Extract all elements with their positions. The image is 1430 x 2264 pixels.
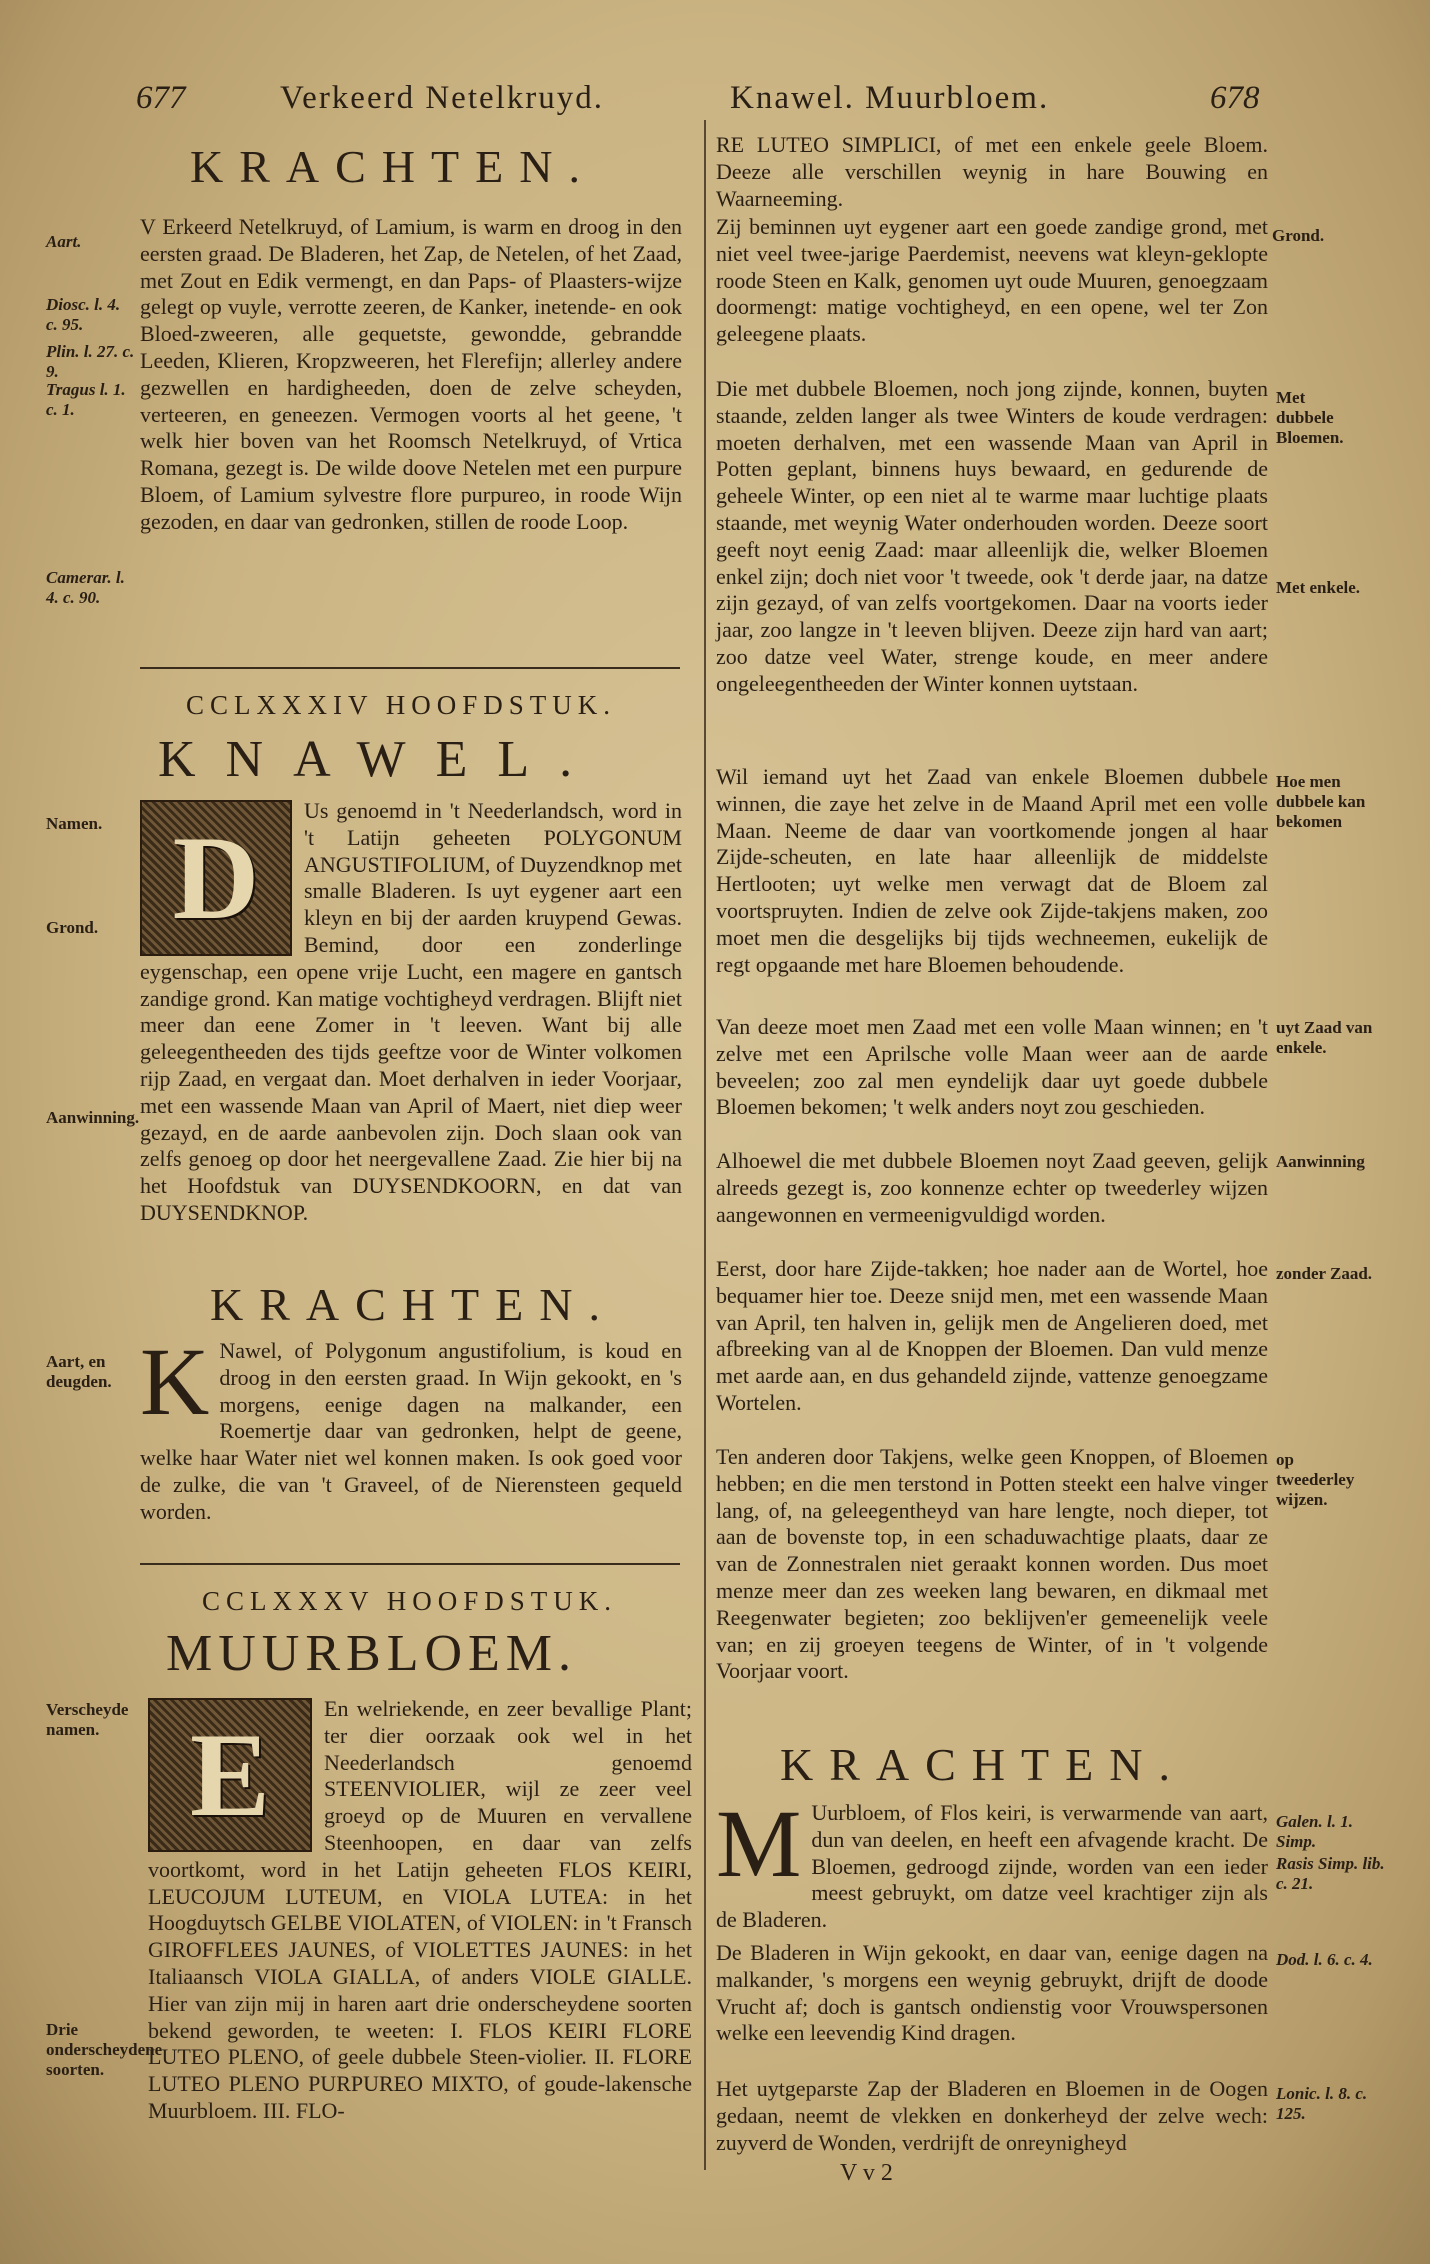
margin-hoe-men: Hoe men dubbele kan bekomen (1276, 772, 1366, 831)
muurbloem-paragraph (148, 1696, 692, 2166)
krachten-heading-3: KRACHTEN. (780, 1739, 1186, 1790)
signature-mark: V v 2 (840, 2160, 893, 2186)
margin-drie-soorten: Drie onderscheydene soorten. (46, 2020, 163, 2079)
zaad-paragraph: Wil iemand uyt het Zaad van enkele Bloemen dubbele winnen, die zaye het zelve in de Maand April met een volle Maan. Neeme de daar van voortkomende jongen al haar Zijde-scheuten, en late haar alleenlijk de middelste Hertlooten; uyt welke men verwagt dat de Bloem zal voortspruyten. Indien de zelve ook Zijde-takjens maken, zoo moet men die desgelijks bij tijds wechneemen, eukelijk de regt opgaande met hare Bloemen behoudende. (716, 764, 1268, 977)
muurbloem-krachten-text: Uurbloem, of Flos keiri, is verwarmende van aart, dun van deelen, en heeft een afvagende kracht. De Bloemen, gedroogd zijnde, worden van een ieder meest gebruykt, om datze veel krachtiger zijn als de Bladeren. (716, 1800, 1268, 1933)
margin-dubbele: Met dubbele Bloemen. (1276, 388, 1344, 447)
knawel-text: Us genoemd in 't Neederlandsch, word in 't Latijn geheeten POLYGONUM ANGUSTIFOLIUM, of Duyzendknop met smalle Bladeren. Is uyt eygener aart een kleyn en bij der aarden kruypend Gewas. Bemind, door een zonderlinge eygenschap, een opene vrije Lucht, een magere en gantsch zandige grond. Kan matige vochtigheyd verdragen. Blijft niet meer dan eene Zomer in 't leeven. Want bij alle geleegentheeden des tijds geeftze voor de Winter volkomen rijp Zaad, en vergaat dan. Moet derhalven in ieder Voorjaar, met een wassende Maan van April of Maert, niet diep weer gezayd, en de aarde aanbevolen zijn. Doch slaan ook van zelfs genoeg op door het neergevallene Zaad. Zie hier bij na het Hoofdstuk van DUYSENDKOORN, en dat van DUYSENDKNOP. (140, 798, 682, 1225)
drop-cap-m: M (716, 1790, 802, 1897)
margin-zonder-zaad: zonder Zaad. (1276, 1264, 1373, 1283)
krachten-heading-1: KRACHTEN. (190, 141, 596, 192)
decorative-initial-e: E (148, 1698, 312, 1852)
margin-grond: Grond. (46, 918, 99, 937)
margin-aanwinning: Aanwinning. (46, 1108, 140, 1127)
margin-aart-deugden: Aart, en deugden. (46, 1352, 112, 1391)
margin-plin: Plin. l. 27. c. 9. (46, 342, 135, 381)
krachten-heading-2: KRACHTEN. (210, 1279, 616, 1330)
margin-galen: Galen. l. 1. Simp. (1276, 1812, 1353, 1851)
muurbloem-title: MUURBLOEM. (166, 1625, 578, 1682)
margin-dod: Dod. l. 6. c. 4. (1276, 1950, 1373, 1969)
margin-namen: Namen. (46, 814, 103, 833)
ten-anderen-paragraph: Ten anderen door Takjens, welke geen Knoppen, of Bloemen hebben; en die men terstond in Potten steekt een halve vinger lang, of, na geleegentheyd van hare lengte, noch dieper, tot aan de bovenste top, in een schaduwachtige plaats, daar ze van de Zonnestralen niet geraakt konnen worden. Dus moet menze meer dan zes weeken lang bewaren, en dikmaal met Reegenwater begieten; zoo beklijven'er gemeenelijk veele van; en zij groeyen teegens de Winter, of in 't volgende Voorjaar voort. (716, 1444, 1268, 1684)
knawel-title: KNAWEL. (158, 731, 603, 788)
chapter-heading-285: CCLXXXV HOOFDSTUK. (202, 1586, 618, 1616)
drop-cap-k: K (140, 1328, 210, 1435)
margin-rasis: Rasis Simp. lib. c. 21. (1276, 1854, 1385, 1893)
dubbele-paragraph: Die met dubbele Bloemen, noch jong zijnde, konnen, buyten staande, zelden langer als twee Winters de koude verdragen: moeten derhalven, met een wassende Maan van April in Potten geplant, binnens huys bewaard, en gedurende de geheele Winter, op een niet al te warme maar luchtige plaats staande, met weynig Water onderhouden worden. Deeze soort geeft noyt eenig Zaad: maar alleenlijk die, welker Bloemen enkel zijn; doch niet voor 't tweede, ook 't derde jaar, na datze zijn gezayd, of van zelfs voortgekomen. Daar na voorts ieder jaar, zoo langze in 't leeven blijven. Deeze zijn hard van aart; zoo datze veel Water, strenge koude, en meer andere ongeleegentheeden der Winter konnen uytstaan. (716, 376, 1268, 696)
margin-tragus: Tragus l. 1. c. 1. (46, 380, 126, 419)
page-number-right: 678 (1210, 80, 1260, 116)
grond-paragraph: Zij beminnen uyt eygener aart een goede zandige grond, met niet veel twee-jarige Paerdemist, neevens wat kleyn-geklopte roode Steen en Kalk, genomen uyt oude Muuren, genoegzaam doormengt: matige vochtigheyd, en een opene, wel ter Zon geleegene plaats. (716, 214, 1268, 347)
running-title-left: Verkeerd Netelkruyd. (280, 80, 605, 116)
margin-enkele: Met enkele. (1276, 578, 1361, 597)
margin-lonic: Lonic. l. 8. c. 125. (1276, 2084, 1368, 2123)
decorative-initial-d: D (140, 800, 292, 956)
page-number-left: 677 (136, 80, 186, 116)
krachten-1-paragraph: V Erkeerd Netelkruyd, of Lamium, is warm en droog in den eersten graad. De Bladeren, het Zap, de Netelen, of het Zaad, met Zout en Edik vermengt, en dan Paps- of Plaasters-wijze gelegt op vuyle, verrotte zeeren, de Kanker, inetende- en ook Bloed-zweeren, alle gequetste, gewondde, gebrandde Leeden, Klieren, Kropzweeren, het Flerefijn; allerley andere gezwellen en hardigheeden, doen de zelve scheyden, verteeren, en geneezen. Vermogen voorts al het geene, 't welk hier boven van het Roomsch Netelkruyd, of Vrtica Romana, gezegt is. De wilde doove Netelen met een purpure Bloem, of Lamium sylvestre flore purpureo, in roode Wijn gezoden, en daar van gedronken, stillen de roode Loop. (140, 214, 682, 534)
column-divider (704, 120, 706, 2170)
running-title-right: Knawel. Muurbloem. (730, 80, 1050, 116)
margin-aart: Aart. (46, 232, 82, 251)
knawel-krachten-text: Nawel, of Polygonum angustifolium, is koud en droog in den eersten graad. In Wijn gekookt, en 's morgens, eenige dagen na malkander, een Roemertje daar van gedronken, helpt de geene, welke haar Water niet wel konnen maken. Is ook goed voor de zulke, die van 't Graveel, of de Nierensteen gequeld worden. (140, 1338, 682, 1524)
margin-grond-right: Grond. (1272, 226, 1325, 245)
muurbloem-krachten-paragraph (716, 1790, 1268, 1940)
margin-verscheyde-namen: Verscheyde namen. (46, 1700, 129, 1739)
margin-diosc: Diosc. l. 4. c. 95. (46, 295, 121, 334)
section-rule-1 (140, 667, 680, 669)
eerst-paragraph: Eerst, door hare Zijde-takken; hoe nader aan de Wortel, hoe bequamer hier toe. Deeze snijd men, met een wassende Maan van April, ten halven in, gelijk men de Angelieren doed, met afbreeking van al de Knoppen der Bloemen. Dan vuld menze met aarde aan, en dus gehandeld zijnde, vattenze genoegzame Wortelen. (716, 1256, 1268, 1415)
margin-tweederley: op tweederley wijzen. (1276, 1450, 1355, 1509)
right-intro-paragraph: RE LUTEO SIMPLICI, of met een enkele geele Bloem. Deeze alle verschillen weynig in hare Bouwing en Waarneeming. (716, 132, 1268, 211)
margin-uyt-zaad: uyt Zaad van enkele. (1276, 1018, 1373, 1057)
bladeren-paragraph: De Bladeren in Wijn gekookt, en daar van, eenige dagen na malkander, 's morgens een weynig gebruykt, drijft de doode Vrucht af; doch is gantsch ondienstig voor Vrouwspersonen welke een leevendig Kind dragen. (716, 1940, 1268, 2046)
alhoewel-paragraph: Alhoewel die met dubbele Bloemen noyt Zaad geeven, gelijk alreeds gezegt is, zoo konnenze echter op tweederley wijzen aangewonnen en vermeenigvuldigd worden. (716, 1148, 1268, 1227)
muurbloem-text: En welriekende, en zeer bevallige Plant; ter dier oorzaak ook wel in het Neederlandsch genoemd STEENVIOLIER, wijl ze zeer veel groeyd op de Muuren en vervallene Steenhoopen, en daar van zelfs voortkomt, word in het Latijn geheeten FLOS KEIRI, LEUCOJUM LUTEUM, en VIOLA LUTEA: in het Hoogduytsch GELBE VIOLATEN, of VIOLEN: in 't Fransch GIROFFLEES JAUNES, of VIOLETTES JAUNES: in het Italiaansch VIOLA GIALLA, of anders VIOLE GIALLE. Hier van zijn mij in haren aart drie onderscheydene soorten bekend geworden, te weeten: I. FLOS KEIRI FLORE LUTEO PLENO, of geele dubbele Steen-violier. II. FLORE LUTEO PLENO PURPUREO MIXTO, of goude-lakensche Muurbloem. III. FLO- (148, 1696, 692, 2123)
knawel-paragraph (140, 798, 682, 1268)
section-rule-2 (140, 1563, 680, 1565)
chapter-heading-284: CCLXXXIV HOOFDSTUK. (186, 690, 617, 720)
margin-camerar: Camerar. l. 4. c. 90. (46, 568, 125, 607)
margin-aanwinning-right: Aanwinning (1276, 1152, 1365, 1171)
zap-paragraph: Het uytgeparste Zap der Bladeren en Bloemen in de Oogen gedaan, neemt de vlekken en donkerheyd der zelve wech: zuyverd de Wonden, verdrijft de onreynigheyd (716, 2076, 1268, 2155)
knawel-krachten-paragraph (140, 1328, 682, 1538)
van-deeze-paragraph: Van deeze moet men Zaad met een volle Maan winnen; en 't zelve met een Aprilsche volle Maan weer aan de aarde beveelen; zoo zal men eyndelijk daar uyt goede dubbele Bloemen bekomen; 't welk anders noyt zou geschieden. (716, 1014, 1268, 1120)
